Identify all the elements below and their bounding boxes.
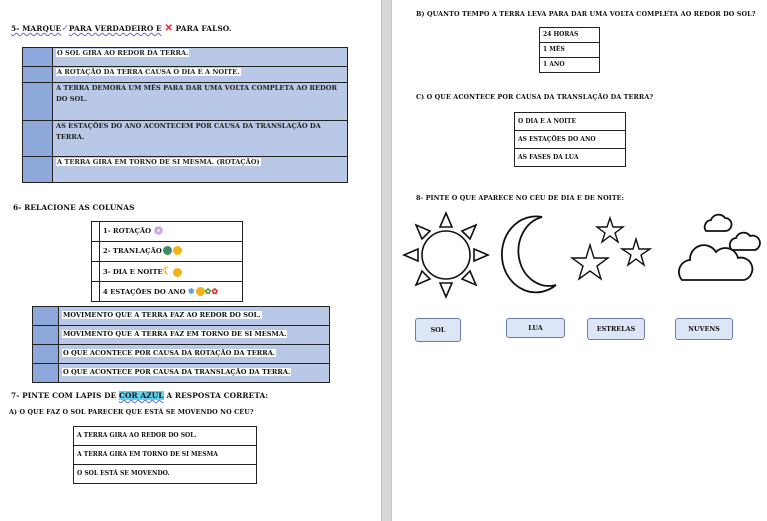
- table-row[interactable]: 1 MÊS: [540, 43, 600, 58]
- table-row[interactable]: O DIA E A NOITE: [515, 113, 626, 131]
- spiral-icon: [154, 226, 163, 235]
- answer-box[interactable]: [23, 121, 53, 157]
- q6-answers-table: [32, 306, 330, 383]
- q6-title: 6- RELACIONE AS COLUNAS: [13, 203, 135, 212]
- table-row[interactable]: A TERRA GIRA EM TORNO DE SI MESMA: [74, 446, 257, 465]
- answer-box[interactable]: [33, 307, 59, 326]
- answer-box[interactable]: [23, 83, 53, 121]
- sun-drawing-icon: [404, 213, 488, 297]
- stars-drawing-icon: [572, 218, 650, 279]
- table-row: 3- DIA E NOITE☾: [92, 262, 243, 282]
- left-page: [0, 0, 381, 521]
- table-row: O QUE ACONTECE POR CAUSA DA ROTAÇÃO DA TERRA.: [33, 345, 330, 364]
- answer-box[interactable]: [23, 157, 53, 183]
- snowflake-icon: ❄: [187, 285, 195, 296]
- table-row: O SOL GIRA AO REDOR DA TERRA.: [23, 48, 348, 67]
- x-mark-icon: ✕: [164, 23, 173, 34]
- estrelas-button[interactable]: ESTRELAS: [587, 318, 645, 340]
- page-gutter: [381, 0, 392, 521]
- moon-drawing-icon: [502, 216, 556, 292]
- table-row: A TERRA DEMORA UM MÊS PARA DAR UMA VOLTA COMPLETA AO REDOR DO SOL.: [23, 83, 348, 121]
- q7-subquestion: A) O QUE FAZ O SOL PARECER QUE ESTÁ SE MOVENDO NO CÉU?: [9, 408, 254, 416]
- table-row: 2- TRANLAÇÃO: [92, 242, 243, 262]
- check-mark-icon: ✓: [61, 24, 69, 34]
- lua-button[interactable]: LUA: [506, 318, 565, 338]
- qc-options-table: [514, 112, 626, 167]
- q7-options-table: [73, 426, 257, 484]
- flower-icon: ✿: [211, 285, 219, 296]
- table-row: 1- ROTAÇÃO: [92, 222, 243, 242]
- table-row: AS ESTAÇÕES DO ANO ACONTECEM POR CAUSA DA TRANSLAÇÃO DA TERRA.: [23, 121, 348, 157]
- table-row: A TERRA GIRA EM TORNO DE SI MESMA. (ROTAÇÃO): [23, 157, 348, 183]
- earth-icon: [163, 246, 172, 255]
- qc-title: C) O QUE ACONTECE POR CAUSA DA TRANSLAÇÃO DA TERRA?: [416, 93, 654, 101]
- answer-box[interactable]: [33, 345, 59, 364]
- sol-button[interactable]: SOL: [415, 318, 461, 342]
- table-row[interactable]: O SOL ESTÁ SE MOVENDO.: [74, 465, 257, 484]
- q8-title: 8- PINTE O QUE APARECE NO CÉU DE DIA E DE NOITE:: [416, 194, 625, 202]
- q5-title: 5- MARQUE✓PARA VERDADEIRO E ✕ PARA FALSO.: [11, 23, 232, 34]
- table-row: MOVIMENTO QUE A TERRA FAZ EM TORNO DE SI MESMA.: [33, 326, 330, 345]
- table-row[interactable]: AS ESTAÇÕES DO ANO: [515, 131, 626, 149]
- sky-drawings: [392, 205, 767, 305]
- qb-title: B) QUANTO TEMPO A TERRA LEVA PARA DAR UMA VOLTA COMPLETA AO REDOR DO SOL?: [416, 10, 756, 18]
- answer-box[interactable]: [23, 48, 53, 67]
- sun-icon: [173, 268, 182, 277]
- answer-box[interactable]: [23, 67, 53, 83]
- leaf-icon: ✿: [204, 285, 212, 296]
- nuvens-button[interactable]: NUVENS: [675, 318, 733, 340]
- q6-items-table: [91, 221, 243, 302]
- table-row: 4 ESTAÇÕES DO ANO ❄ ✿✿: [92, 282, 243, 302]
- sun-icon: [196, 287, 205, 296]
- table-row: A ROTAÇÃO DA TERRA CAUSA O DIA E A NOITE.: [23, 67, 348, 83]
- table-row[interactable]: 24 HORAS: [540, 28, 600, 43]
- q5-table: [22, 47, 348, 183]
- table-row[interactable]: 1 ANO: [540, 58, 600, 73]
- answer-box[interactable]: [33, 364, 59, 383]
- table-row[interactable]: A TERRA GIRA AO REDOR DO SOL.: [74, 427, 257, 446]
- sun-icon: [173, 246, 182, 255]
- table-row: MOVIMENTO QUE A TERRA FAZ AO REDOR DO SOL.: [33, 307, 330, 326]
- qb-options-table: [539, 27, 600, 73]
- answer-box[interactable]: [33, 326, 59, 345]
- table-row: O QUE ACONTECE POR CAUSA DA TRANSLAÇÃO DA TERRA.: [33, 364, 330, 383]
- q7-title: 7- PINTE COM LAPIS DE COR AZUL A RESPOSTA CORRETA:: [11, 391, 269, 400]
- moon-icon: ☾: [162, 266, 172, 277]
- clouds-drawing-icon: [679, 215, 760, 280]
- right-page: [392, 0, 767, 521]
- table-row[interactable]: AS FASES DA LUA: [515, 149, 626, 167]
